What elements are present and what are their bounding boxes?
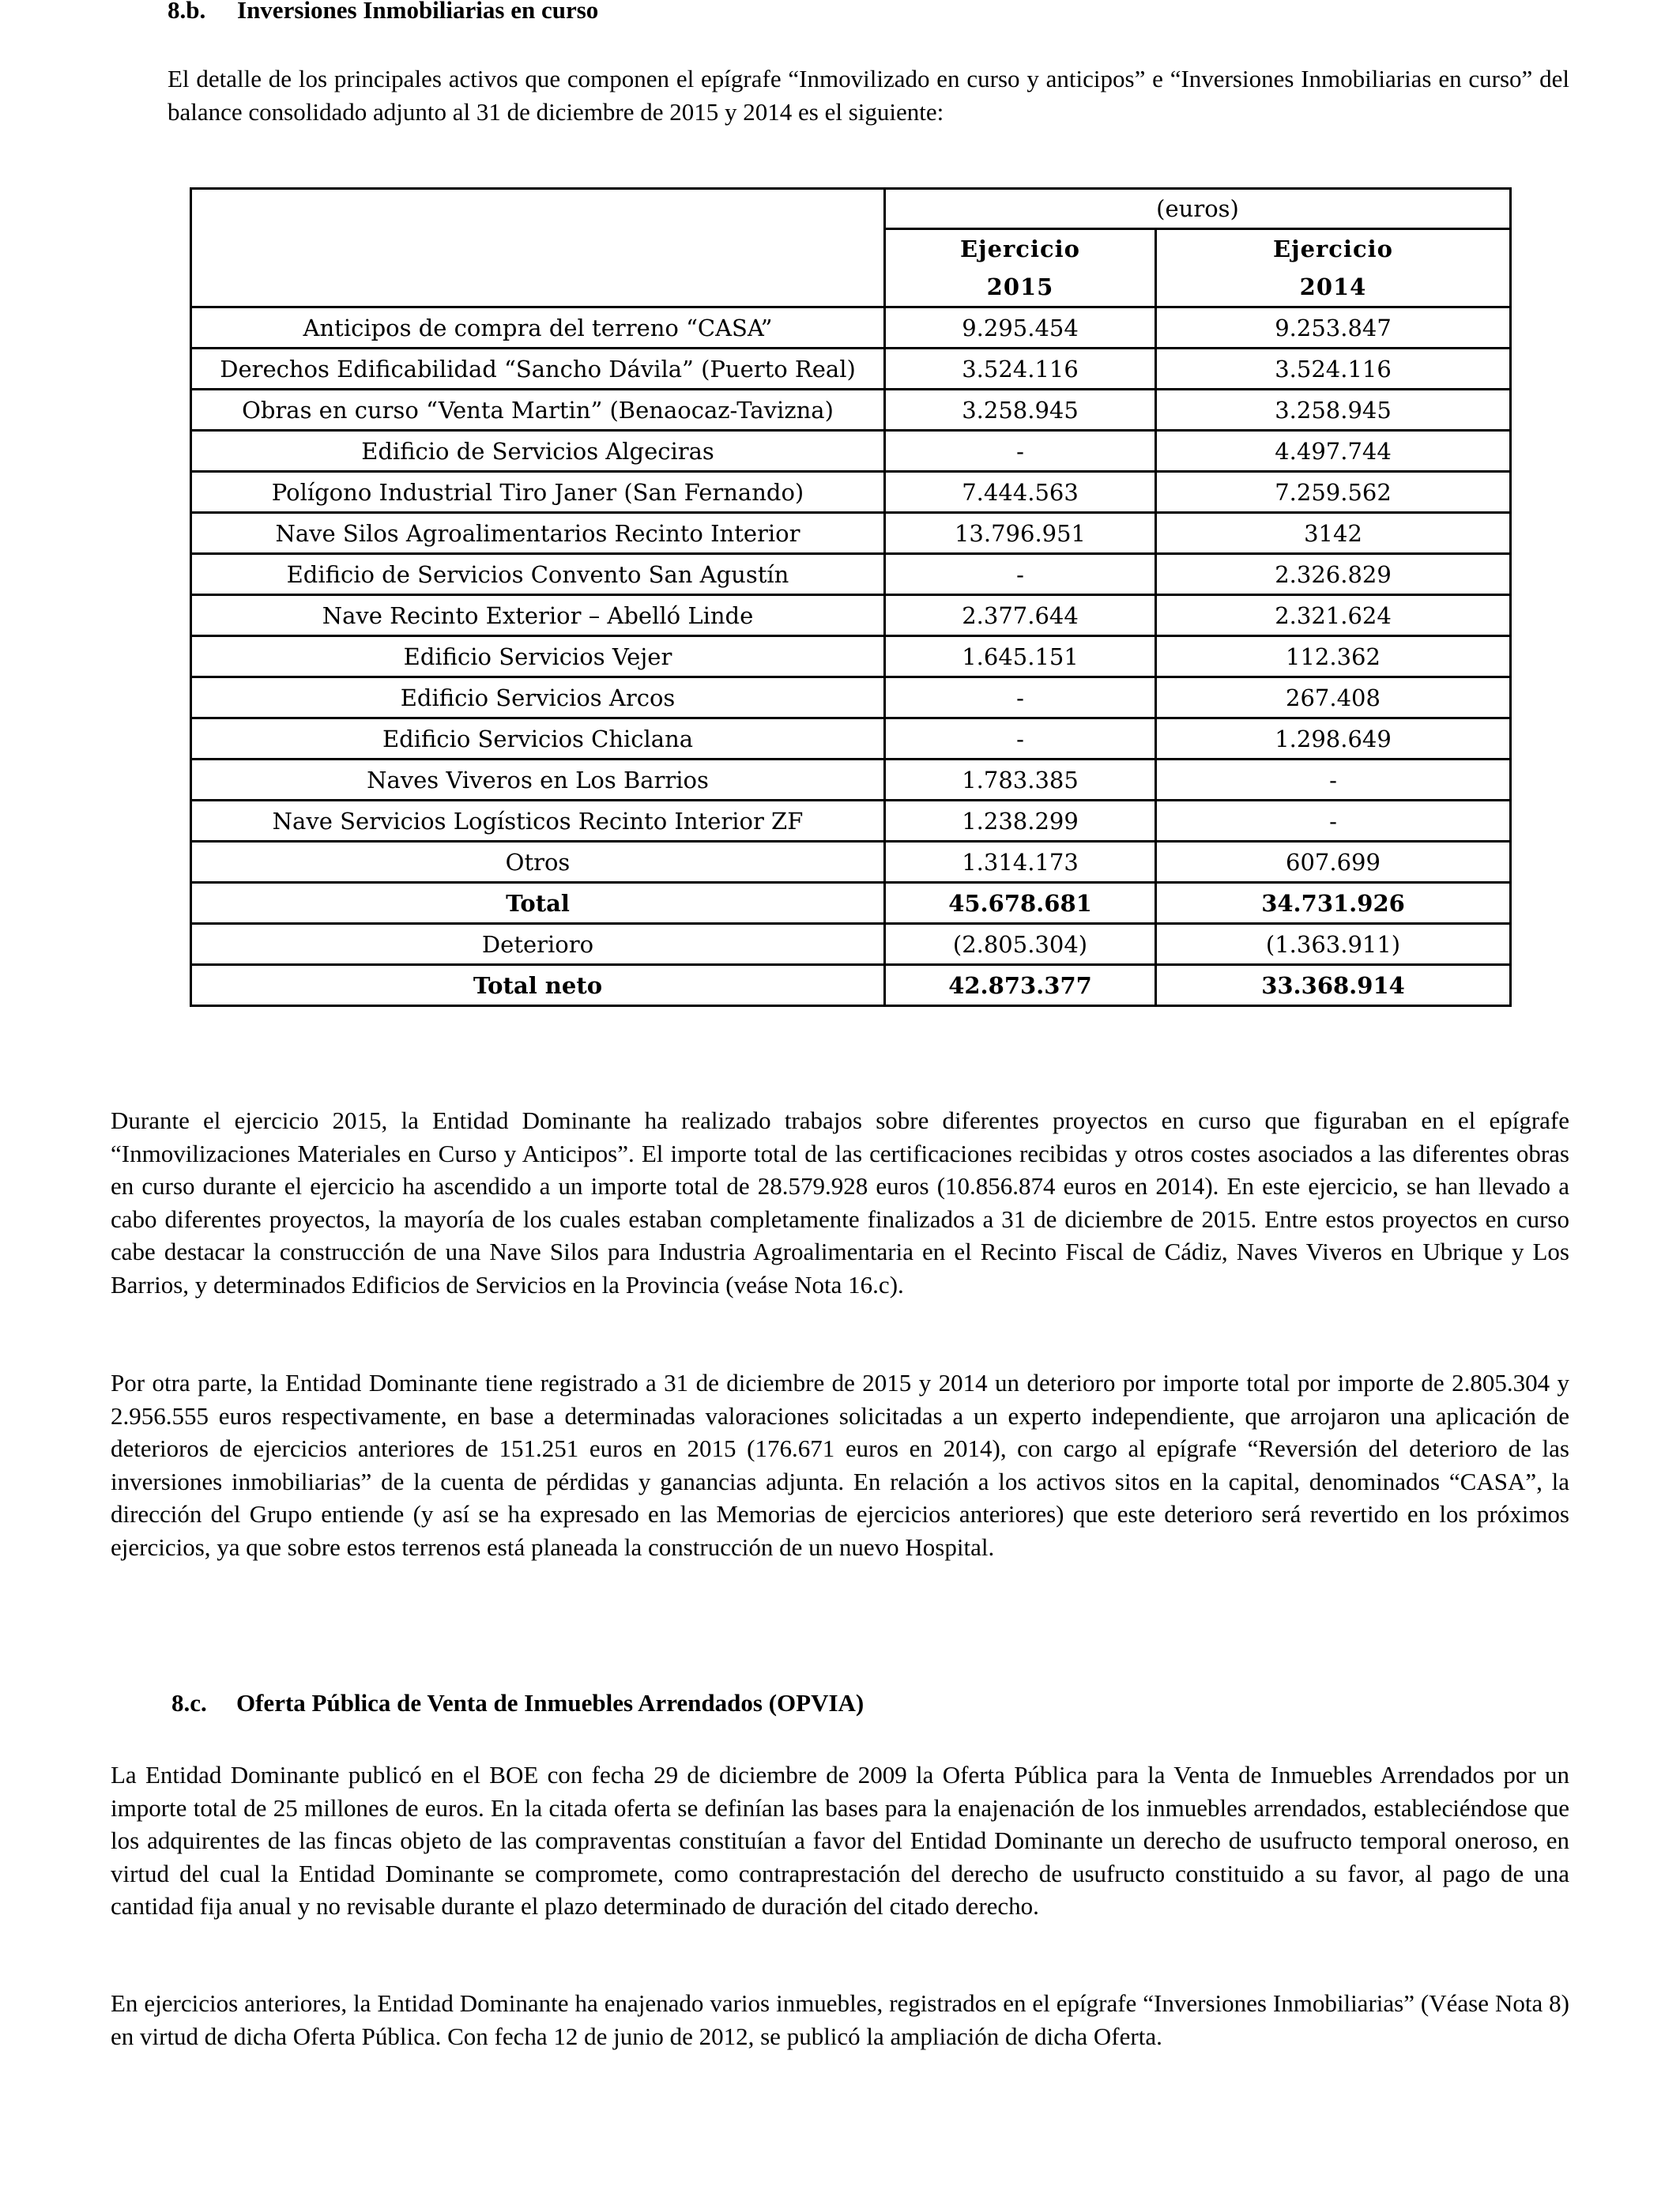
value-2015: - — [885, 554, 1156, 595]
row-label: Edificio Servicios Arcos — [191, 677, 885, 718]
table-row — [191, 349, 1511, 390]
table-row — [191, 390, 1511, 431]
table-row — [191, 718, 1511, 760]
value-2014: (1.363.911) — [1156, 924, 1511, 965]
value-2015: 3.524.116 — [885, 349, 1156, 390]
row-label: Derechos Edificabilidad “Sancho Dávila” (Puerto Real) — [191, 349, 885, 390]
table-row — [191, 431, 1511, 472]
row-label: Edificio de Servicios Algeciras — [191, 431, 885, 472]
value-2014: 1.298.649 — [1156, 718, 1511, 760]
row-label: Naves Viveros en Los Barrios — [191, 760, 885, 801]
row-label: Nave Recinto Exterior – Abelló Linde — [191, 595, 885, 636]
value-2014: 267.408 — [1156, 677, 1511, 718]
row-label: Edificio Servicios Vejer — [191, 636, 885, 677]
section-c-heading — [171, 1688, 864, 1718]
value-2015: 9.295.454 — [885, 307, 1156, 349]
value-2015: - — [885, 431, 1156, 472]
value-2014: 607.699 — [1156, 842, 1511, 883]
value-2014: 33.368.914 — [1156, 965, 1511, 1006]
value-2015: 3.258.945 — [885, 390, 1156, 431]
row-label: Deterioro — [191, 924, 885, 965]
section-c-number: 8.c. — [171, 1689, 207, 1717]
table-header-blank — [191, 189, 885, 307]
section-c-title: Oferta Pública de Venta de Inmuebles Arrendados (OPVIA) — [236, 1689, 864, 1717]
value-2014: 4.497.744 — [1156, 431, 1511, 472]
row-label: Anticipos de compra del terreno “CASA” — [191, 307, 885, 349]
value-2014: 34.731.926 — [1156, 883, 1511, 924]
value-2015: 13.796.951 — [885, 513, 1156, 554]
value-2015: 1.314.173 — [885, 842, 1156, 883]
row-label: Obras en curso “Venta Martin” (Benaocaz-Tavizna) — [191, 390, 885, 431]
table-row-total — [191, 883, 1511, 924]
value-2015: 7.444.563 — [885, 472, 1156, 513]
value-2014: 112.362 — [1156, 636, 1511, 677]
section-c-paragraph-2: En ejercicios anteriores, la Entidad Dominante ha enajenado varios inmuebles, registrados en el epígrafe “Inversiones Inmobiliarias” (Véase Nota 8) en virtud de dicha Oferta Pública. Con fecha 12 de junio de 2012, se publicó la ampliación de dicha Oferta. — [111, 1989, 1569, 2050]
section-b-heading — [168, 0, 598, 25]
section-b-intro: El detalle de los principales activos que componen el epígrafe “Inmovilizado en curso y anticipos” e “Inversiones Inmobiliarias en curso” del balance consolidado adjunto al 31 de diciembre de 2015 y 2014 es el siguiente: — [168, 65, 1569, 126]
value-2014: 3.258.945 — [1156, 390, 1511, 431]
row-label: Nave Silos Agroalimentarios Recinto Interior — [191, 513, 885, 554]
value-2014: 7.259.562 — [1156, 472, 1511, 513]
table-row — [191, 760, 1511, 801]
section-b-number: 8.b. — [168, 0, 206, 24]
section-c-paragraph-1: La Entidad Dominante publicó en el BOE con fecha 29 de diciembre de 2009 la Oferta Pública para la Venta de Inmuebles Arrendados por un importe total de 25 millones de euros. En la citada oferta se definían las bases para la enajenación de los inmuebles arrendados, estableciéndose que los adquirentes de las fincas objeto de las compraventas constituían a favor del Entidad Dominante un derecho de usufructo temporal oneroso, en virtud del cual la Entidad Dominante se compromete, como contraprestación del derecho de usufructo constituido a su favor, al pago de una cantidad fija anual y no revisable durante el plazo determinado de duración del citado derecho. — [111, 1761, 1569, 1921]
table-row-deterioro — [191, 924, 1511, 965]
row-label: Otros — [191, 842, 885, 883]
value-2014: - — [1156, 801, 1511, 842]
table-row — [191, 554, 1511, 595]
section-b-paragraph-2: Por otra parte, la Entidad Dominante tiene registrado a 31 de diciembre de 2015 y 2014 un deterioro por importe total por importe de 2.805.304 y 2.956.555 euros respectivamente, en base a determinadas valoraciones solicitadas a un experto independiente, que arrojaron una aplicación de deterioros de ejercicios anteriores de 151.251 euros en 2015 (176.671 euros en 2014), con cargo al epígrafe “Reversión del deterioro de las inversiones inmobiliarias” de la cuenta de pérdidas y ganancias adjunta. En relación a los activos sitos en la capital, denominados “CASA”, la dirección del Grupo entiende (y así se ha expresado en las Memorias de ejercicios anteriores) que este deterioro será revertido en los próximos ejercicios, ya que sobre estos terrenos está planeada la construcción de un nuevo Hospital. — [111, 1369, 1569, 1561]
value-2015: 1.238.299 — [885, 801, 1156, 842]
table-header-unit-row — [191, 189, 1511, 229]
table-row — [191, 677, 1511, 718]
value-2015: - — [885, 718, 1156, 760]
section-b-title: Inversiones Inmobiliarias en curso — [237, 0, 599, 24]
table-row — [191, 595, 1511, 636]
table-row-total-neto — [191, 965, 1511, 1006]
section-b-paragraph-1: Durante el ejercicio 2015, la Entidad Dominante ha realizado trabajos sobre diferentes proyectos en curso que figuraban en el epígrafe “Inmovilizaciones Materiales en Curso y Anticipos”. El importe total de las certificaciones recibidas y otros costes asociados a las diferentes obras en curso durante el ejercicio ha ascendido a un importe total de 28.579.928 euros (10.856.874 euros en 2014). En este ejercicio, se han llevado a cabo diferentes proyectos, la mayoría de los cuales estaban completamente finalizados a 31 de diciembre de 2015. Entre estos proyectos en curso cabe destacar la construcción de una Nave Silos para Industria Agroalimentaria en el Recinto Fiscal de Cádiz, Naves Viveros en Ubrique y Los Barrios, y determinados Edificios de Servicios en la Provincia (veáse Nota 16.c). — [111, 1106, 1569, 1299]
value-2015: 45.678.681 — [885, 883, 1156, 924]
row-label: Nave Servicios Logísticos Recinto Interior ZF — [191, 801, 885, 842]
col-2014-year: 2014 — [1156, 268, 1511, 307]
value-2015: 1.783.385 — [885, 760, 1156, 801]
table-unit: (euros) — [885, 189, 1511, 229]
value-2015: (2.805.304) — [885, 924, 1156, 965]
value-2014: - — [1156, 760, 1511, 801]
investments-table — [190, 187, 1512, 1007]
table-row — [191, 842, 1511, 883]
col-2015-label: Ejercicio — [885, 229, 1156, 269]
value-2014: 3142 — [1156, 513, 1511, 554]
table-row — [191, 801, 1511, 842]
col-2015-year: 2015 — [885, 268, 1156, 307]
row-label: Total — [191, 883, 885, 924]
value-2014: 3.524.116 — [1156, 349, 1511, 390]
value-2015: - — [885, 677, 1156, 718]
table-row — [191, 307, 1511, 349]
row-label: Polígono Industrial Tiro Janer (San Fernando) — [191, 472, 885, 513]
row-label: Total neto — [191, 965, 885, 1006]
value-2014: 9.253.847 — [1156, 307, 1511, 349]
value-2014: 2.321.624 — [1156, 595, 1511, 636]
value-2015: 42.873.377 — [885, 965, 1156, 1006]
value-2015: 2.377.644 — [885, 595, 1156, 636]
row-label: Edificio de Servicios Convento San Agustín — [191, 554, 885, 595]
col-2014-label: Ejercicio — [1156, 229, 1511, 269]
table-row — [191, 636, 1511, 677]
row-label: Edificio Servicios Chiclana — [191, 718, 885, 760]
table-row — [191, 513, 1511, 554]
table-row — [191, 472, 1511, 513]
value-2015: 1.645.151 — [885, 636, 1156, 677]
value-2014: 2.326.829 — [1156, 554, 1511, 595]
